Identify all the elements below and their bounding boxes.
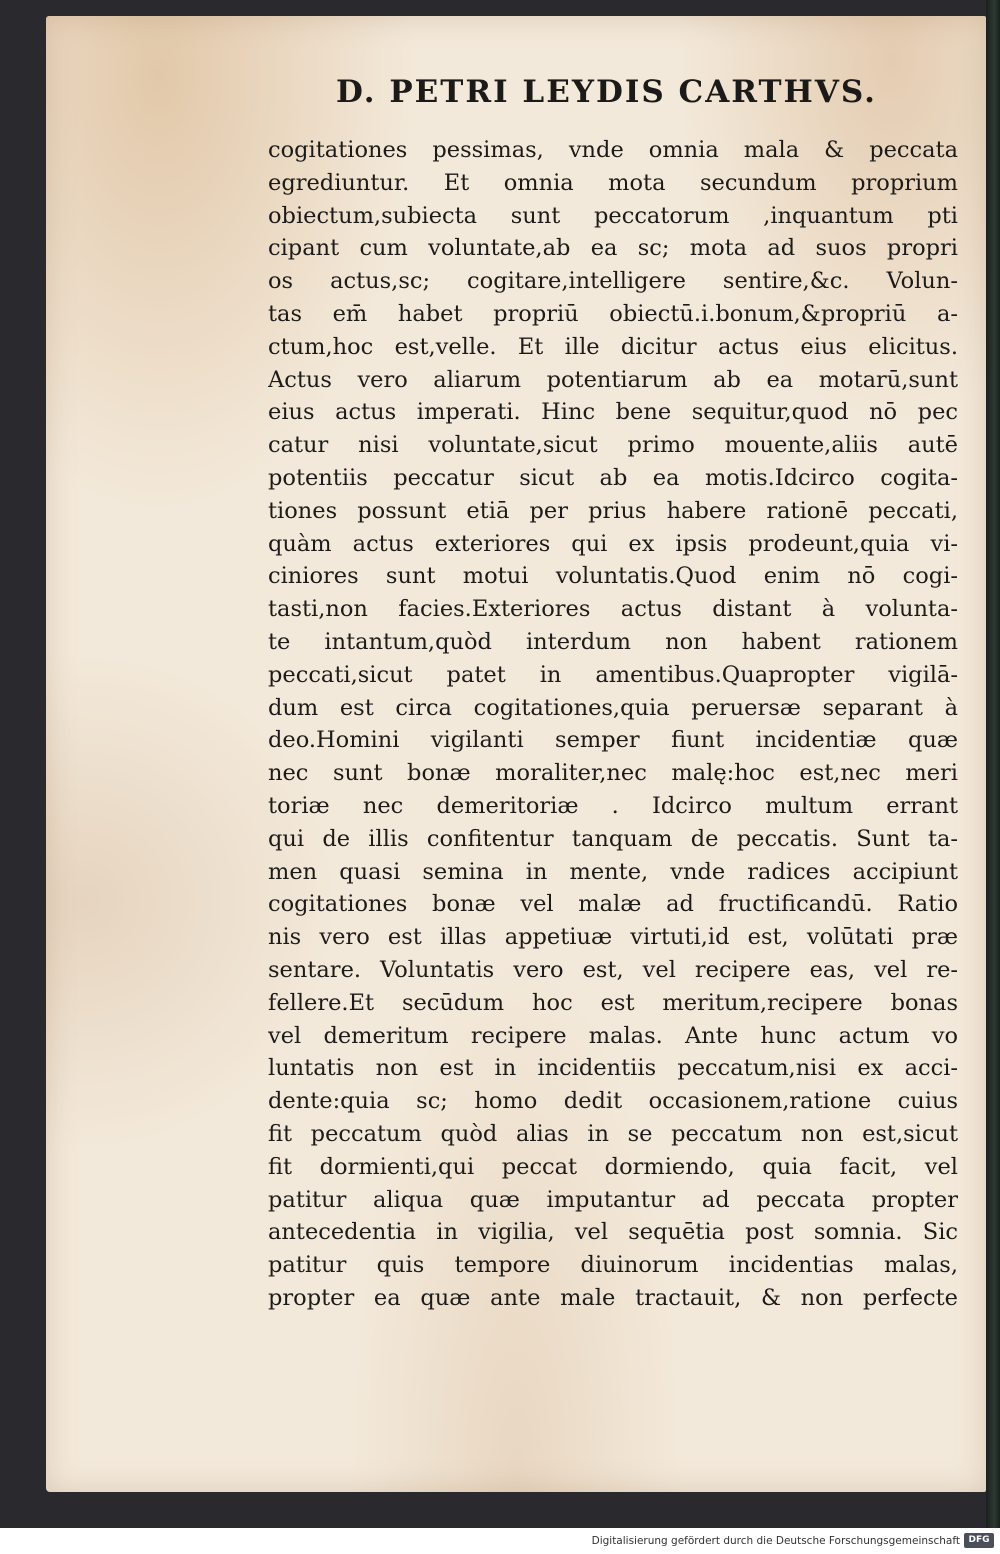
text-line: ciniores sunt motui voluntatis.Quod enim nō cogi- [268,563,958,590]
text-line: nec sunt bonæ moraliter,nec malę:hoc est,nec meri [268,760,958,787]
text-line: fellere.Et secūdum hoc est meritum,recipere bonas [268,989,958,1016]
text-line: propter ea quæ ante male tractauit, & non perfecte [268,1284,958,1311]
text-line: cogitationes bonæ vel malæ ad fructificandū. Ratio [268,891,958,918]
text-line: tasti,non facies.Exteriores actus distant à volunta- [268,596,958,623]
text-line: tas em̄ habet propriū obiectū.i.bonum,&propriū a- [268,300,958,327]
text-line: cipant cum voluntate,ab ea sc; mota ad suos propri [268,235,958,262]
dfg-logo-icon: DFG [964,1533,994,1548]
text-line: te intantum,quòd interdum non habent rationem [268,628,958,655]
text-line: vel demeritum recipere malas. Ante hunc actum vo [268,1022,958,1049]
footer-strip [0,1528,1000,1554]
text-line: dente:quia sc; homo dedit occasionem,ratione cuius [268,1088,958,1115]
text-line: cogitationes pessimas, vnde omnia mala & peccata [268,137,958,163]
book-page [46,16,986,1492]
running-head: D. PETRI LEYDIS CARTHVS. [336,74,877,110]
footer-credit: Digitalisierung gefördert durch die Deutsche Forschungsgemeinschaft [591,1535,960,1547]
text-line: antecedentia in vigilia, vel sequētia post somnia. Sic [268,1219,958,1246]
text-line: sentare. Voluntatis vero est, vel recipere eas, vel re- [268,956,958,983]
text-line: nis vero est illas appetiuæ virtuti,id est, volūtati præ [268,924,958,951]
text-line: catur nisi voluntate,sicut primo mouente,aliis autē [268,432,958,459]
text-line: dum est circa cogitationes,quia peruersæ separant à [268,694,958,721]
body-text [268,134,958,1315]
text-line: peccati,sicut patet in amentibus.Quapropter vigilā- [268,661,958,688]
text-line: patitur quis tempore diuinorum incidentias malas, [268,1252,958,1279]
text-line: potentiis peccatur sicut ab ea motis.Idcirco cogita- [268,464,958,491]
text-line: deo.Homini vigilanti semper fiunt incidentiæ quæ [268,727,958,754]
text-line: ctum,hoc est,velle. Et ille dicitur actus eius elicitus. [268,333,958,360]
text-line: toriæ nec demeritoriæ . Idcirco multum errant [268,792,958,819]
text-line: quàm actus exteriores qui ex ipsis prodeunt,quia vi- [268,530,958,557]
text-line: fit peccatum quòd alias in se peccatum non est,sicut [268,1120,958,1147]
text-line: tiones possunt etiā per prius habere rationē peccati, [268,497,958,524]
text-line: eius actus imperati. Hinc bene sequitur,quod nō pec [268,399,958,426]
text-line: fit dormienti,qui peccat dormiendo, quia facit, vel [268,1153,958,1180]
text-line: Actus vero aliarum potentiarum ab ea motarū,sunt [268,366,958,393]
text-line: luntatis non est in incidentiis peccatum,nisi ex acci- [268,1055,958,1082]
text-line: os actus,sc; cogitare,intelligere sentire,&c. Volun- [268,268,958,295]
text-line: obiectum,subiecta sunt peccatorum ,inquantum pti [268,202,958,229]
text-line: men quasi semina in mente, vnde radices accipiunt [268,858,958,885]
text-line: patitur aliqua quæ imputantur ad peccata propter [268,1186,958,1213]
text-line: qui de illis confitentur tanquam de peccatis. Sunt ta- [268,825,958,852]
text-line: egrediuntur. Et omnia mota secundum proprium [268,169,958,196]
